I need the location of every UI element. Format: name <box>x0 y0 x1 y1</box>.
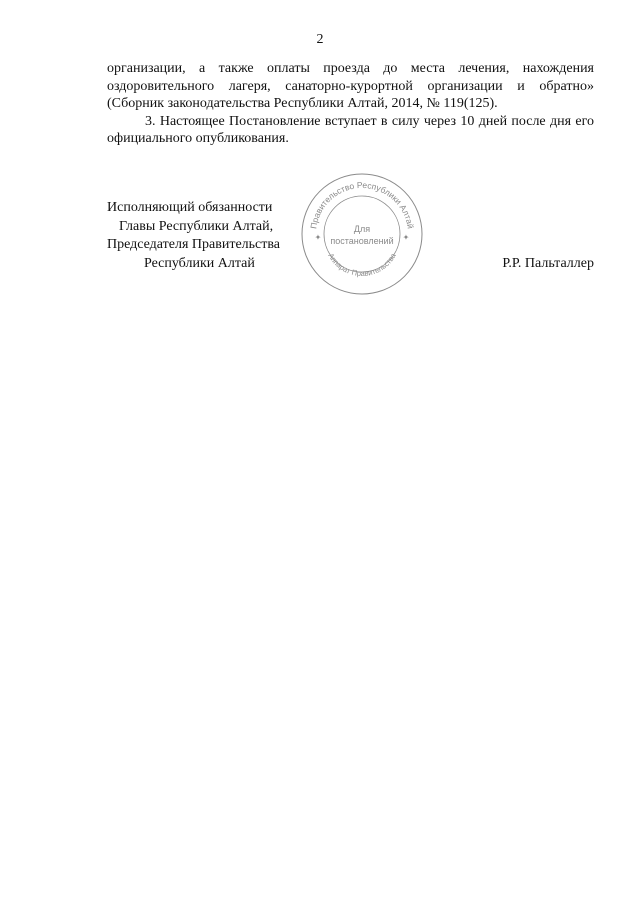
paragraph-continuation <box>107 60 594 113</box>
signature-position-line: Исполняющий обязанности <box>107 200 273 215</box>
stamp-bottom-text: Аппарат Правительства <box>326 251 398 279</box>
signatory-name: Р.Р. Пальталлер <box>502 256 594 271</box>
paragraph-line: оздоровительного лагеря, санаторно-курортной организации и обратно» <box>107 78 594 94</box>
stamp-center-line-1: Для <box>353 224 371 234</box>
signature-position-line: Республики Алтай <box>144 256 255 272</box>
page-number: 2 <box>316 32 324 47</box>
signature-position <box>107 199 280 274</box>
paragraph-line: (Сборник законодательства Республики Алтай, 2014, № 119(125). <box>107 96 498 111</box>
stamp-seal-icon <box>300 172 424 296</box>
paragraph-line: организации, а также оплаты проезда до места лечения, нахождения <box>107 61 594 76</box>
stamp-star-right: ✦ <box>402 233 410 242</box>
signature-position-line: Главы Республики Алтай, <box>119 218 274 234</box>
document-body <box>107 60 594 148</box>
signature-position-line: Председателя Правительства <box>107 237 281 253</box>
stamp-outer-text: Правительство Республики Алтай <box>308 179 416 230</box>
official-stamp <box>300 172 424 296</box>
stamp-star-left: ✦ <box>314 233 322 242</box>
paragraph-effective-date: 3. Настоящее Постановление вступает в силу через 10 дней после дня его официального опубликования. <box>107 113 594 146</box>
stamp-center-line-2: постановлений <box>330 236 394 246</box>
